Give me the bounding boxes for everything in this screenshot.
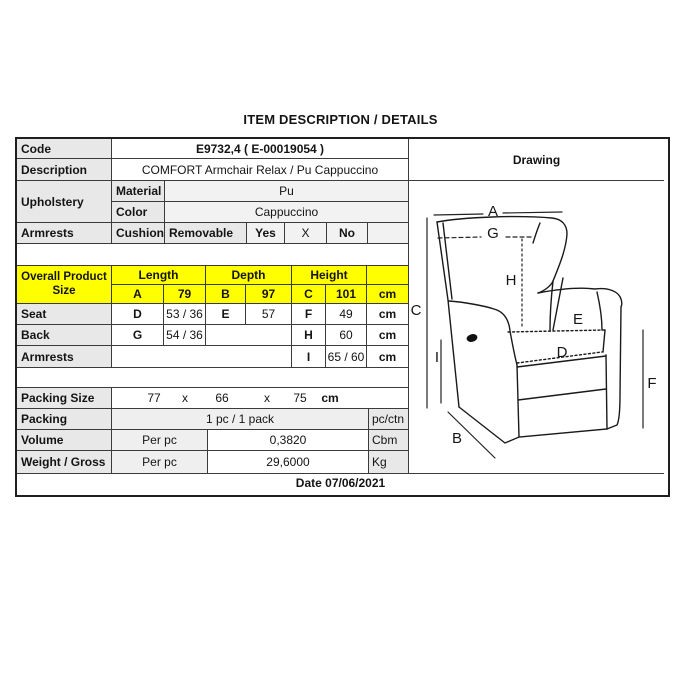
drawing-header: Drawing <box>409 139 664 181</box>
removable-no-label: No <box>327 223 368 244</box>
overall-product-size-header <box>17 266 112 304</box>
code-label: Code <box>17 139 112 159</box>
volume-label: Volume <box>17 430 112 451</box>
color-value: Cappuccino <box>165 202 409 223</box>
back-height-value: 60 <box>326 325 367 346</box>
weight-basis: Per pc <box>112 451 208 473</box>
dim-line-g <box>438 237 533 238</box>
removable-yes-mark: X <box>285 223 327 244</box>
packing-x1: x <box>182 391 188 405</box>
packing-size-unit: cm <box>321 391 339 405</box>
page-title: ITEM DESCRIPTION / DETAILS <box>243 112 438 127</box>
dim-label-c: C <box>410 302 422 319</box>
overall-product-size-line1: Overall Product <box>21 271 107 284</box>
weight-unit: Kg <box>369 451 409 473</box>
height-column-header: Height <box>292 266 367 285</box>
seat-unit: cm <box>367 304 409 325</box>
removable-no-mark <box>368 223 409 244</box>
packing-value: 1 pc / 1 pack <box>112 409 369 430</box>
packing-size-label: Packing Size <box>17 388 112 409</box>
armchair-drawing <box>409 181 664 473</box>
packing-x2: x <box>264 391 270 405</box>
back-length-value: 54 / 36 <box>164 325 206 346</box>
overall-length-letter: A <box>112 285 164 304</box>
weight-value: 29,6000 <box>208 451 369 473</box>
dim-label-f: F <box>647 375 657 392</box>
back-length-letter: G <box>112 325 164 346</box>
dim-label-i: I <box>434 349 440 366</box>
armrests-empty-span <box>112 346 292 368</box>
seat-length-value: 53 / 36 <box>164 304 206 325</box>
dim-label-g: G <box>487 225 499 242</box>
spacer-row <box>17 368 409 388</box>
back-depth-empty <box>206 325 292 346</box>
overall-unit: cm <box>367 285 409 304</box>
dim-label-e: E <box>572 311 584 328</box>
armchair-sketch <box>434 217 622 443</box>
date-row: Date 07/06/2021 <box>17 473 664 491</box>
drawing-area <box>409 181 664 473</box>
cushion-label: Cushion <box>112 223 165 244</box>
armrests-height-letter: I <box>292 346 326 368</box>
dim-label-d: D <box>556 344 568 361</box>
removable-yes-label: Yes <box>247 223 285 244</box>
seat-row-label: Seat <box>17 304 112 325</box>
overall-product-size-line2: Size <box>52 284 76 297</box>
description-label: Description <box>17 159 112 181</box>
packing-unit: pc/ctn <box>369 409 409 430</box>
weight-label: Weight / Gross <box>17 451 112 473</box>
dim-label-h: H <box>505 272 517 289</box>
material-label: Material <box>112 181 165 202</box>
seat-length-letter: D <box>112 304 164 325</box>
armrests-height-value: 65 / 60 <box>326 346 367 368</box>
packing-label: Packing <box>17 409 112 430</box>
packing-depth: 66 <box>215 391 229 405</box>
volume-basis: Per pc <box>112 430 208 451</box>
seat-height-value: 49 <box>326 304 367 325</box>
back-height-letter: H <box>292 325 326 346</box>
spacer-row <box>17 244 409 266</box>
upholstery-label: Upholstery <box>17 181 112 223</box>
packing-size-value <box>112 388 409 409</box>
seat-height-letter: F <box>292 304 326 325</box>
back-unit: cm <box>367 325 409 346</box>
volume-unit: Cbm <box>369 430 409 451</box>
depth-column-header: Depth <box>206 266 292 285</box>
overall-length-value: 79 <box>164 285 206 304</box>
back-row-label: Back <box>17 325 112 346</box>
armrests-label: Armrests <box>17 223 112 244</box>
dim-label-b: B <box>451 430 463 447</box>
overall-height-value: 101 <box>326 285 367 304</box>
item-description-table <box>15 137 670 497</box>
volume-value: 0,3820 <box>208 430 369 451</box>
dim-label-a: A <box>487 203 499 220</box>
overall-depth-letter: B <box>206 285 246 304</box>
armrests-unit: cm <box>367 346 409 368</box>
overall-depth-value: 97 <box>246 285 292 304</box>
armrests-row-label: Armrests <box>17 346 112 368</box>
code-value: E9732,4 ( E-00019054 ) <box>112 139 409 159</box>
seat-depth-value: 57 <box>246 304 292 325</box>
recliner-knob <box>466 333 479 343</box>
length-column-header: Length <box>112 266 206 285</box>
overall-height-letter: C <box>292 285 326 304</box>
packing-width: 77 <box>147 391 161 405</box>
color-label: Color <box>112 202 165 223</box>
size-header-empty-cell <box>367 266 409 285</box>
dimension-lines <box>427 212 643 458</box>
packing-height: 75 <box>293 391 307 405</box>
removable-label: Removable <box>165 223 247 244</box>
seat-depth-letter: E <box>206 304 246 325</box>
material-value: Pu <box>165 181 409 202</box>
description-value: COMFORT Armchair Relax / Pu Cappuccino <box>112 159 409 181</box>
